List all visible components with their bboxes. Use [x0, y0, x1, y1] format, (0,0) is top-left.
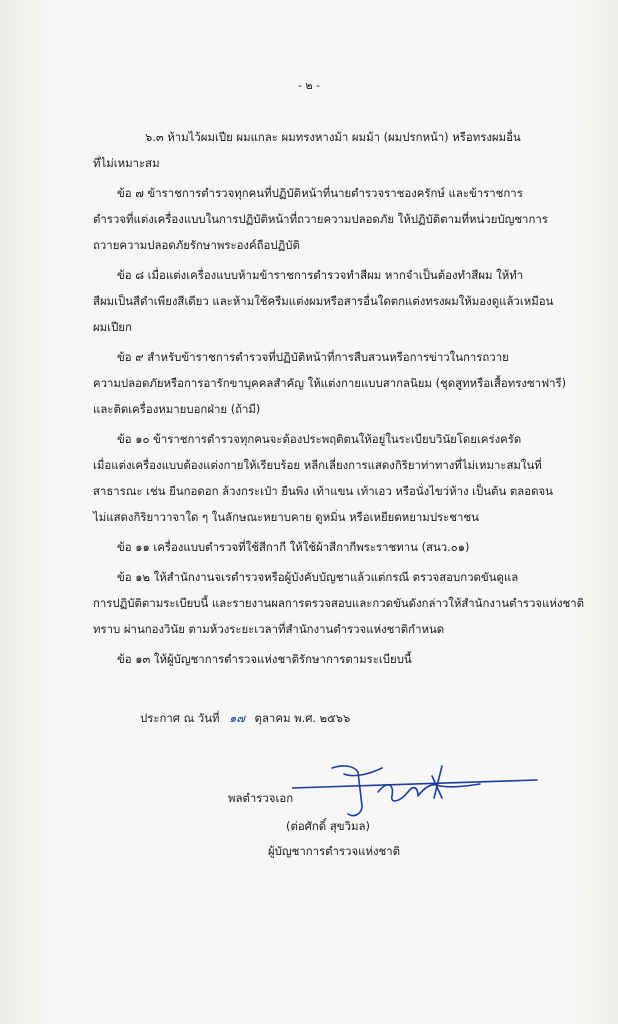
text-line: ข้อ ๘ เมื่อแต่งเครื่องแบบห้ามข้าราชการตำรวจทำสีผม หากจำเป็นต้องทำสีผม ให้ทำ	[117, 268, 524, 282]
text-line: สีผมเป็นสีดำเพียงสีเดียว และห้ามใช้ครีมแต่งผมหรือสารอื่นใดตกแต่งทรงผมให้มองดูแล้วเหมือน	[93, 294, 554, 308]
announcement-date	[140, 710, 350, 728]
date-prefix: ประกาศ ณ วันที่	[140, 711, 220, 725]
text-line: การปฏิบัติตามระเบียบนี้ และรายงานผลการตรวจสอบและกวดขันดังกล่าวให้สำนักงานตำรวจแห่งชาติ	[93, 596, 585, 610]
text-line: ผมเปียก	[93, 320, 132, 334]
text-line: ตำรวจที่แต่งเครื่องแบบในการปฏิบัติหน้าที่ถวายความปลอดภัย ให้ปฏิบัติตามที่หน่วยบัญชาการ	[93, 212, 548, 226]
text-line: ข้อ ๗ ข้าราชการตำรวจทุกคนที่ปฏิบัติหน้าที่นายตำรวจราชองครักษ์ และข้าราชการ	[117, 186, 523, 200]
text-line: เมื่อแต่งเครื่องแบบต้องแต่งกายให้เรียบร้อย หลีกเลี่ยงการแสดงกิริยาท่าทางที่ไม่เหมาะสมในที่	[93, 458, 542, 472]
text-line: ข้อ ๑๒ ให้สำนักงานจเรตำรวจหรือผู้บังคับบัญชาแล้วแต่กรณี ตรวจสอบกวดขันดูแล	[117, 570, 519, 584]
signer-position: ผู้บัญชาการตำรวจแห่งชาติ	[268, 844, 401, 858]
text-line: ความปลอดภัยหรือการอารักขาบุคคลสำคัญ ให้แต่งกายแบบสากลนิยม (ชุดสูทหรือเสื้อทรงซาฟารี)	[93, 376, 567, 390]
signer-rank: พลตำรวจเอก	[228, 791, 294, 805]
text-line: ข้อ ๑๓ ให้ผู้บัญชาการตำรวจแห่งชาติรักษาการตามระเบียบนี้	[117, 652, 412, 666]
text-line: ข้อ ๑๑ เครื่องแบบตำรวจที่ใช้สีกากี ให้ใช้ผ้าสีกากีพระราชทาน (สนว.๐๑)	[117, 540, 470, 554]
text-line: ข้อ ๑๐ ข้าราชการตำรวจทุกคนจะต้องประพฤติตนให้อยู่ในระเบียบวินัยโดยเคร่งครัด	[117, 432, 522, 446]
text-line: ๖.๓ ห้ามไว้ผมเปีย ผมแกละ ผมทรงหางม้า ผมม้า (ผมปรกหน้า) หรือทรงผมอื่น	[145, 130, 521, 144]
signer-name: (ต่อศักดิ์ สุขวิมล)	[286, 819, 370, 833]
text-line: ไม่แสดงกิริยาวาจาใด ๆ ในลักษณะหยาบคาย ดูหมิ่น หรือเหยียดหยามประชาชน	[93, 510, 479, 524]
date-day: ๑๗	[229, 711, 245, 725]
date-suffix: ตุลาคม พ.ศ. ๒๕๖๖	[254, 711, 351, 725]
text-line: สาธารณะ เช่น ยืนกอดอก ล้วงกระเป๋า ยืนพิง เท้าแขน เท้าเอว หรือนั่งไขว่ห้าง เป็นต้น ตลอดจน	[93, 484, 553, 498]
text-line: ที่ไม่เหมาะสม	[93, 156, 160, 170]
text-line: ทราบ ผ่านกองวินัย ตามห้วงระยะเวลาที่สำนักงานตำรวจแห่งชาติกำหนด	[93, 622, 445, 636]
text-line: ถวายความปลอดภัยรักษาพระองค์ถือปฏิบัติ	[93, 238, 300, 252]
text-line: ข้อ ๙ สำหรับข้าราชการตำรวจที่ปฏิบัติหน้าที่การสืบสวนหรือการข่าวในการถวาย	[117, 350, 509, 364]
page-number: - ๒ -	[297, 79, 321, 92]
text-line: และติดเครื่องหมายบอกฝ่าย (ถ้ามี)	[93, 402, 261, 416]
